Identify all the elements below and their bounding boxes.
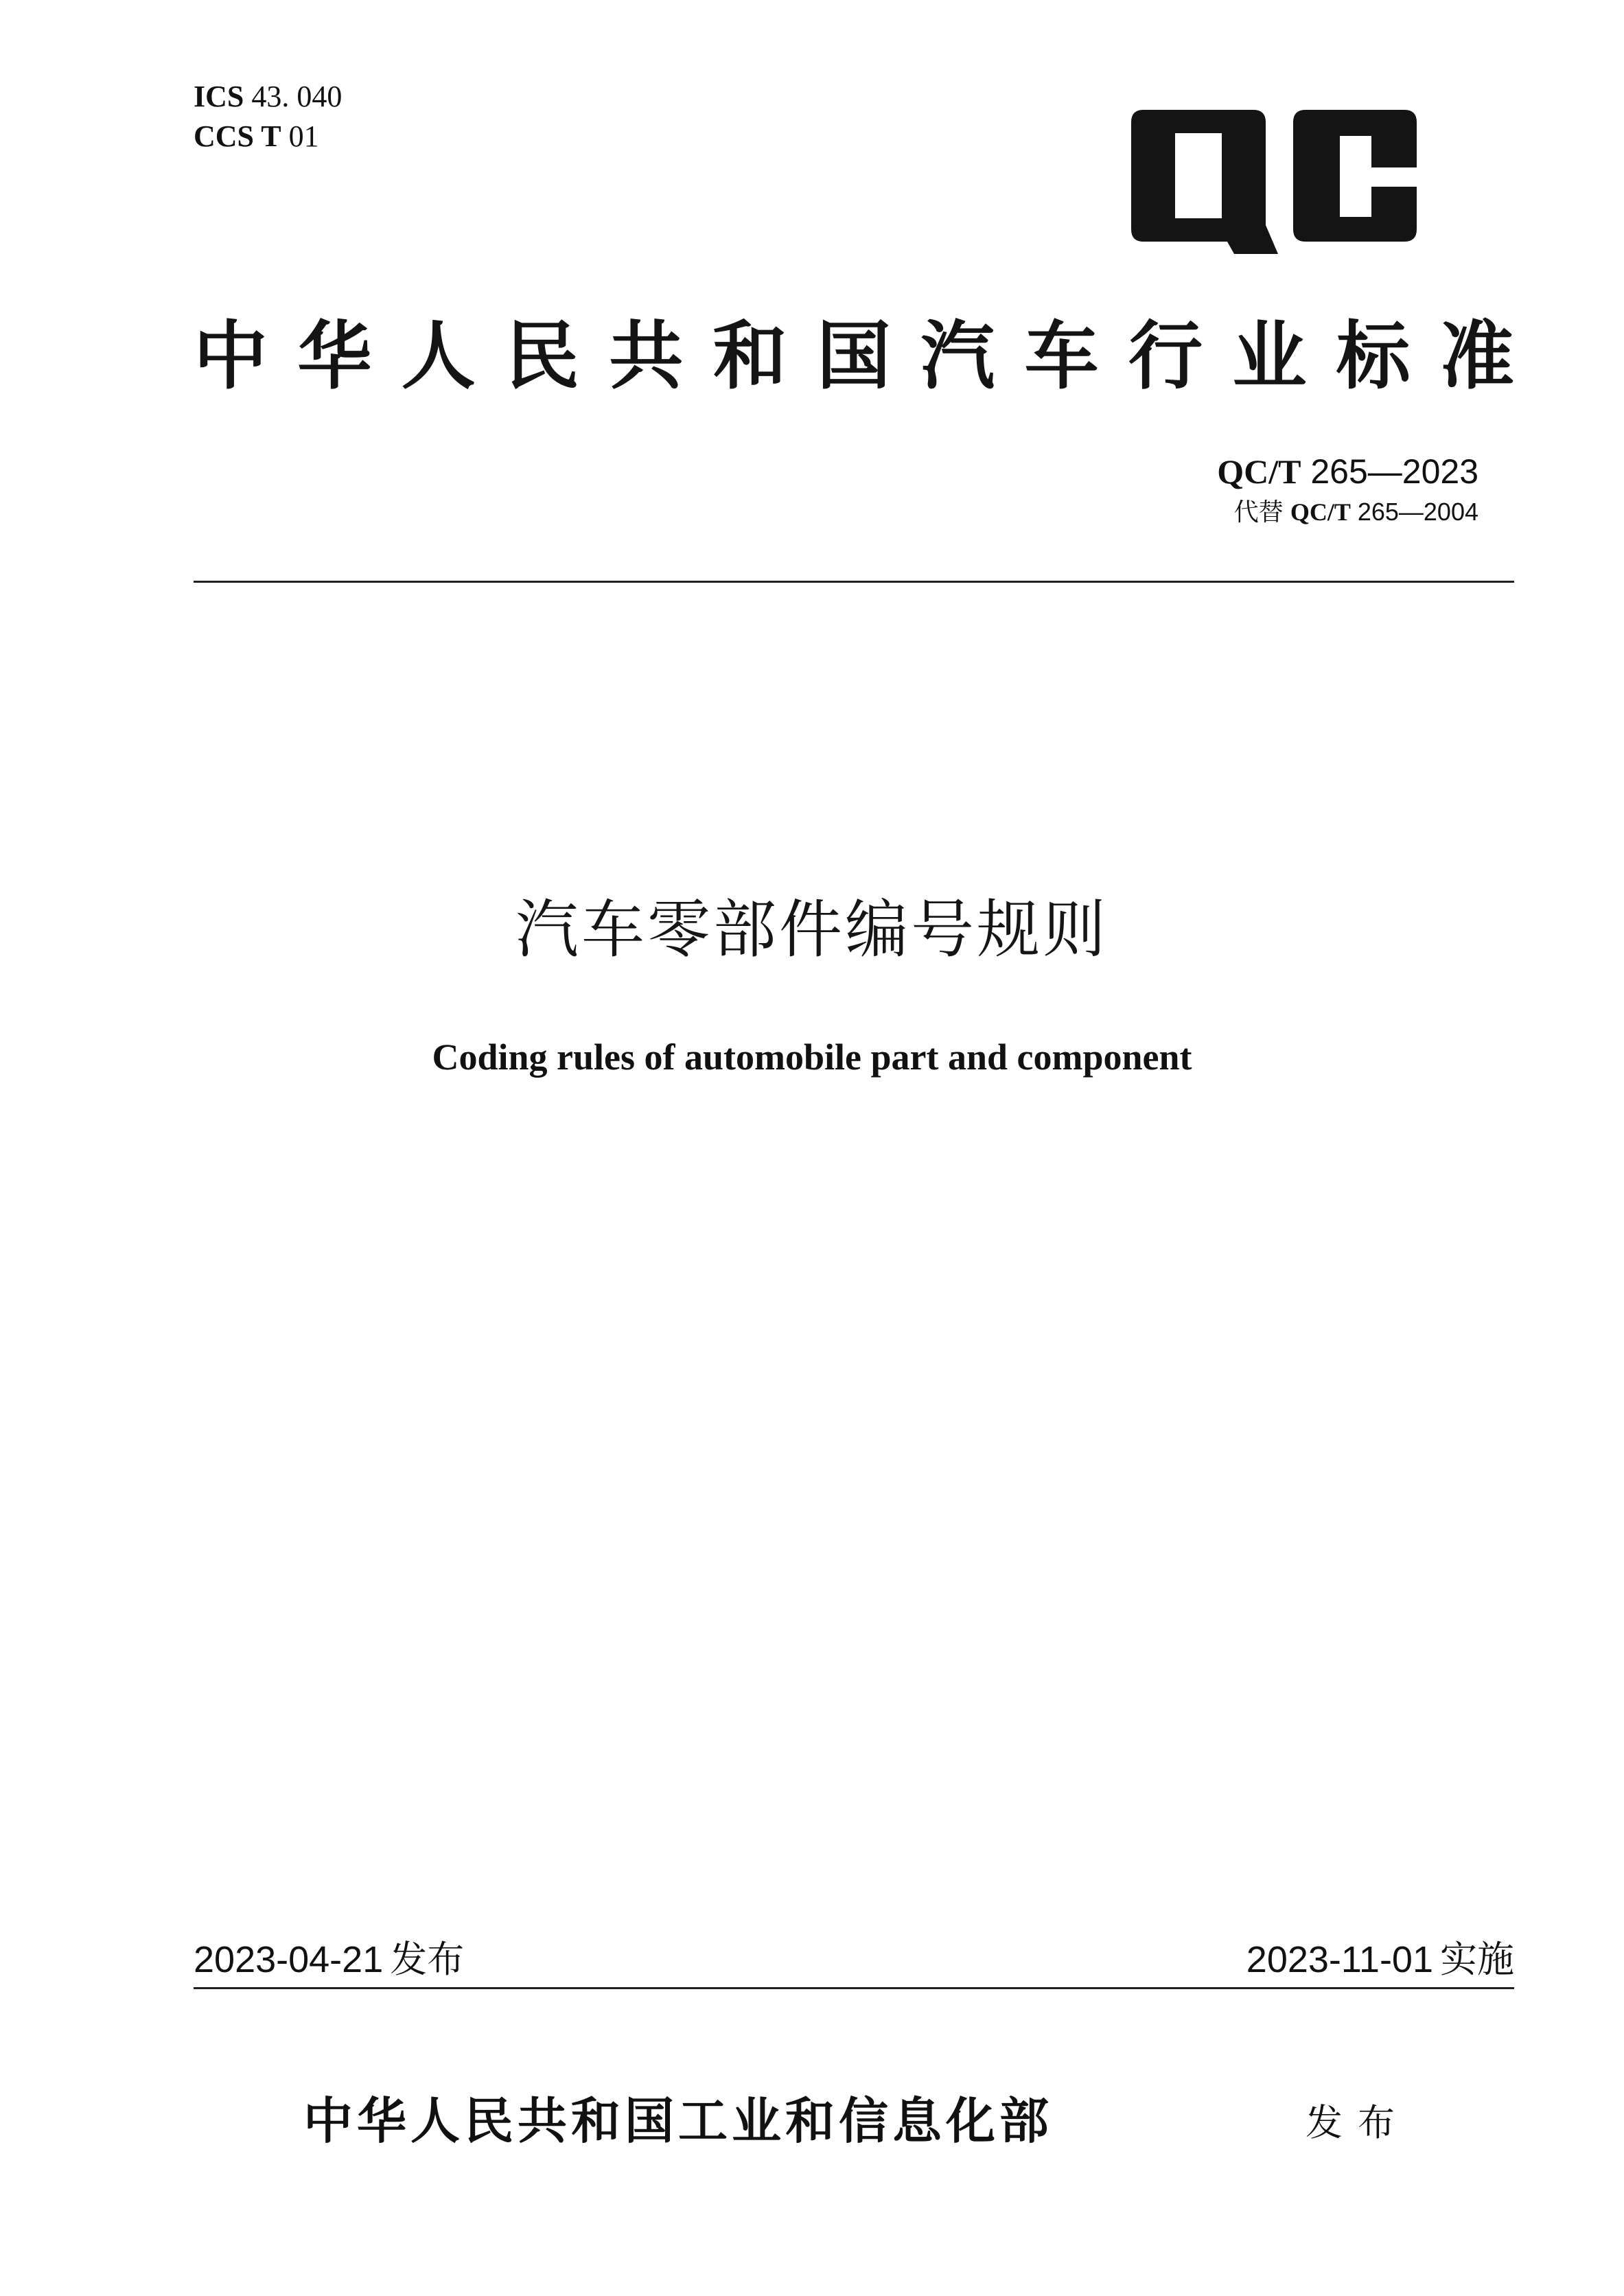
bottom-divider — [194, 1987, 1514, 1989]
org-header-title: 中华人民共和国汽车行业标准 — [194, 313, 1514, 399]
top-divider — [194, 581, 1514, 583]
qc-logo-c-shape — [1293, 110, 1417, 242]
replaces-label: 代替 — [1233, 498, 1284, 526]
document-title-chinese: 汽车零部件编号规则 — [515, 893, 1109, 966]
ics-label: ICS — [194, 80, 244, 113]
effective-date — [1246, 1936, 1514, 1984]
replaces-prefix: QC/T — [1290, 498, 1351, 526]
replaces-standard — [1234, 496, 1478, 529]
document-title-english: Coding rules of automobile part and component — [432, 1036, 1192, 1078]
ccs-code — [194, 117, 342, 156]
ccs-label: CCS T — [194, 119, 281, 153]
ccs-value: 01 — [288, 119, 319, 153]
issue-date — [194, 1936, 464, 1984]
issuer-action: 发布 — [1306, 2101, 1410, 2144]
issue-date-value: 2023-04-21 — [194, 1939, 384, 1980]
standard-number — [1217, 450, 1478, 494]
standard-number-prefix: QC/T — [1217, 452, 1301, 491]
issuer-name: 中华人民共和国工业和信息化部 — [303, 2091, 1054, 2150]
effective-date-suffix: 实施 — [1440, 1938, 1514, 1981]
replaces-value: 265—2004 — [1357, 498, 1478, 526]
qc-logo — [1131, 110, 1417, 254]
ics-value: 43. 040 — [251, 80, 343, 113]
ics-code — [194, 77, 342, 117]
classification-codes — [194, 77, 342, 156]
qc-logo-q-shape — [1131, 110, 1278, 254]
issue-date-suffix: 发布 — [390, 1938, 465, 1981]
effective-date-value: 2023-11-01 — [1246, 1939, 1433, 1980]
standard-number-value: 265—2023 — [1310, 452, 1478, 491]
